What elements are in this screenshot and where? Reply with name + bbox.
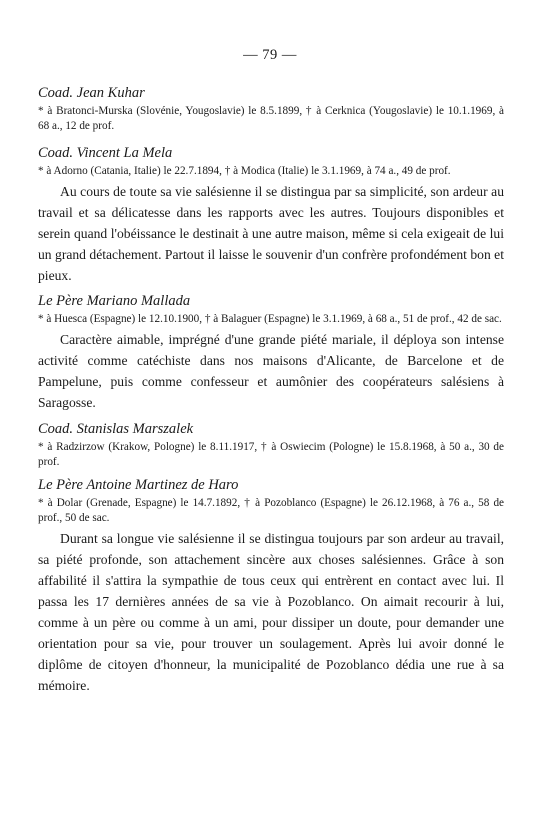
obituary-entry: [38, 420, 504, 470]
entry-dates: * à Radzirzow (Krakow, Pologne) le 8.11.1917, † à Oswiecim (Pologne) le 15.8.1968, à 50 a., 30 de prof.: [38, 441, 504, 468]
entry-biography: Caractère aimable, imprégné d'une grande piété mariale, il déploya son intense activité comme catéchiste dans nos maisons d'Alicante, de Barcelone et de Pampelune, puis comme confesseur et aumônier des coopérateurs salésiens à Saragosse.: [38, 332, 504, 410]
entry-dates: * à Huesca (Espagne) le 12.10.1900, † à Balaguer (Espagne) le 3.1.1969, à 68 a., 51 de prof., 42 de sac.: [38, 313, 502, 325]
entry-dates: * à Adorno (Catania, Italie) le 22.7.1894, † à Modica (Italie) le 3.1.1969, à 74 a., 49 de prof.: [38, 165, 451, 177]
obituary-entry: [38, 476, 504, 696]
obituary-entry: [38, 84, 504, 134]
entry-biography: Au cours de toute sa vie salésienne il se distingua par sa simplicité, son ardeur au travail et sa délicatesse dans les rapports avec les autres. Toujours disponibles et serein quand l'obéissance le destinait à une autre maison, même si cela exigeait de lui un grand détachement. Partout il laisse le souvenir d'un confrère profondément bon et pieux.: [38, 184, 504, 283]
entry-biography: Durant sa longue vie salésienne il se distingua toujours par son ardeur au travail, sa piété profonde, son attachement sincère aux choses salésiennes. Grâce à son affabilité il s'attira la sympathie de tous ceux qui entrèrent en contact avec lui. Il passa les 17 dernières années de sa vie à Pozoblanco. On aimait recourir à lui, comme à un père ou comme à un ami, pour dissiper un doute, pour demander une orientation pour sa vie, pour trouver un soulagement. Après lui avoir donné le diplôme de citoyen d'honneur, la municipalité de Pozoblanco dédia une rue à sa mémoire.: [38, 531, 504, 693]
entry-dates: * à Bratonci-Murska (Slovénie, Yougoslavie) le 8.5.1899, † à Cerknica (Yougoslavie) le 10.1.1969, à 68 a., 12 de prof.: [38, 105, 504, 132]
entry-name: Le Père Mariano Mallada: [38, 293, 191, 309]
entry-name: Coad. Stanislas Marszalek: [38, 421, 194, 437]
page-number: — 79 —: [243, 47, 297, 63]
entry-name: Coad. Jean Kuhar: [38, 85, 145, 101]
entry-name: Coad. Vincent La Mela: [38, 145, 173, 161]
entry-dates: * à Dolar (Grenade, Espagne) le 14.7.1892, † à Pozoblanco (Espagne) le 26.12.1968, à 76 a., 58 de prof., 50 de sac.: [38, 497, 504, 524]
entry-name: Le Père Antoine Martinez de Haro: [38, 477, 239, 493]
obituary-entry: [38, 144, 504, 286]
obituary-entry: [38, 292, 504, 413]
